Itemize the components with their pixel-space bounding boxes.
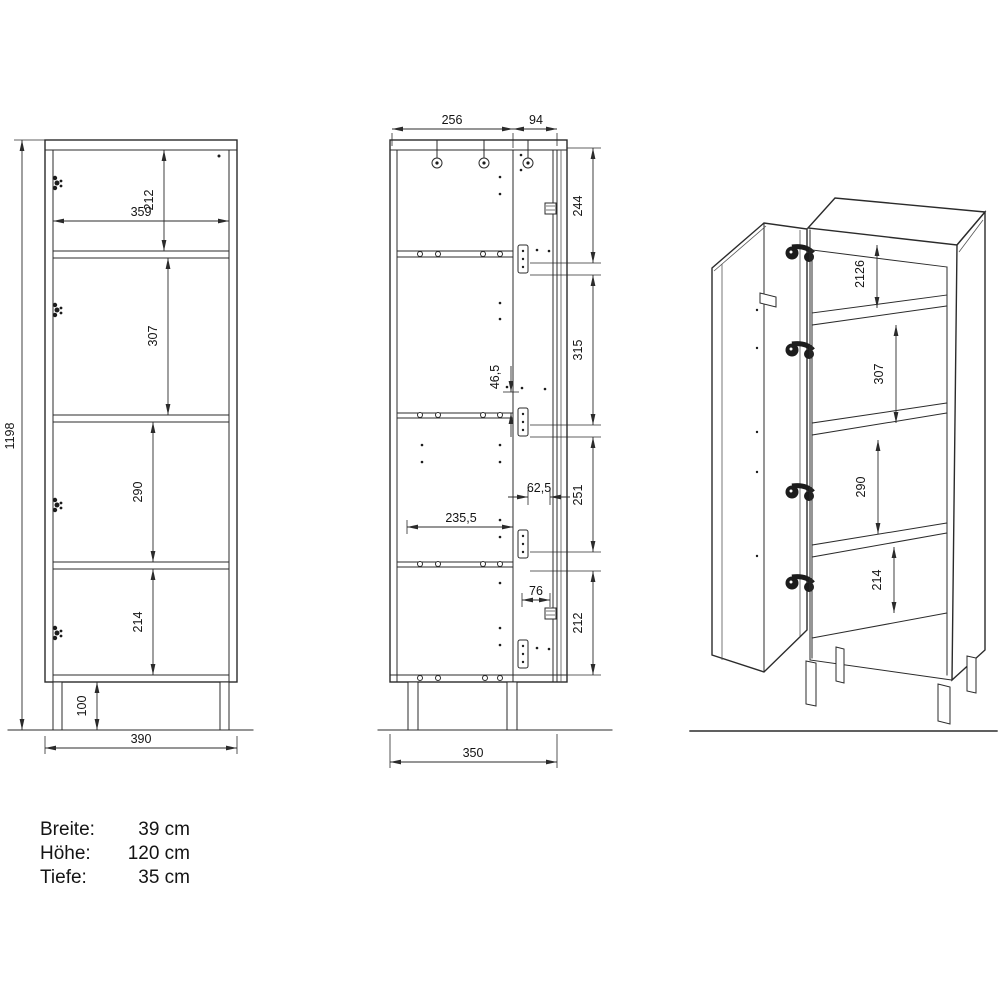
- dim-label-256: 256: [441, 113, 463, 127]
- spec-row-breite: [40, 818, 190, 842]
- dim-label-76: 76: [529, 584, 543, 598]
- spec-table: [40, 818, 190, 890]
- dim-label-1198: 1198: [3, 422, 17, 450]
- shelf1-3d: [812, 295, 947, 313]
- dim-label-307-3d: 307: [872, 363, 886, 385]
- dim-label-251: 251: [571, 484, 585, 506]
- dim-label-212: 212: [142, 189, 156, 211]
- front-right-leg: [220, 682, 229, 730]
- dim-label-214: 214: [131, 611, 145, 633]
- front-view: [3, 140, 253, 754]
- dim-label-214-3d: 214: [870, 569, 884, 591]
- carcass-3d: [808, 198, 985, 680]
- front-left-leg: [53, 682, 62, 730]
- dim-label-359: 359: [130, 205, 152, 219]
- spec-label-hoehe: Höhe:: [40, 843, 91, 864]
- spec-value-tiefe: 35 cm: [138, 867, 190, 888]
- dim-label-290-3d: 290: [854, 476, 868, 498]
- dimension-350: [390, 734, 557, 768]
- side-view: [378, 113, 612, 768]
- dim-label-307: 307: [146, 325, 160, 347]
- dimension-290-3d: [854, 440, 878, 534]
- dim-label-2126: 2126: [853, 260, 867, 288]
- spec-label-tiefe: Tiefe:: [40, 867, 87, 888]
- shelf2-3d: [812, 403, 947, 423]
- spec-value-hoehe: 120 cm: [127, 843, 190, 864]
- dim-label-244: 244: [571, 195, 585, 217]
- dim-label-290: 290: [131, 481, 145, 503]
- drill-hole: [218, 155, 221, 158]
- open-door: [712, 223, 807, 672]
- dim-label-46-5: 46,5: [488, 364, 502, 390]
- dimension-214-3d: [870, 547, 894, 613]
- perspective-view: [690, 198, 997, 731]
- shelf3-3d: [812, 523, 947, 545]
- dimension-307-3d: [872, 325, 896, 423]
- dimension-100: [75, 682, 97, 730]
- spec-row-tiefe: [40, 866, 190, 890]
- dim-label-94: 94: [529, 113, 543, 127]
- dimension-2126: [853, 245, 877, 308]
- dim-label-235-5: 235,5: [445, 511, 477, 525]
- dim-label-212b: 212: [571, 612, 585, 634]
- side-right-leg: [507, 682, 517, 730]
- dim-label-350: 350: [462, 746, 484, 760]
- dim-label-100: 100: [75, 695, 89, 717]
- bottom-board-3d: [812, 613, 947, 638]
- dim-label-315: 315: [571, 339, 585, 361]
- dimension-390: [45, 732, 237, 754]
- side-left-leg: [408, 682, 418, 730]
- spec-label-breite: Breite:: [40, 819, 95, 840]
- spec-value-breite: 39 cm: [138, 819, 190, 840]
- spec-row-hoehe: [40, 842, 190, 866]
- dim-label-390: 390: [130, 732, 152, 746]
- side-carcass: [390, 140, 567, 682]
- dim-label-62-5: 62,5: [526, 481, 552, 495]
- legs-3d: [806, 647, 976, 724]
